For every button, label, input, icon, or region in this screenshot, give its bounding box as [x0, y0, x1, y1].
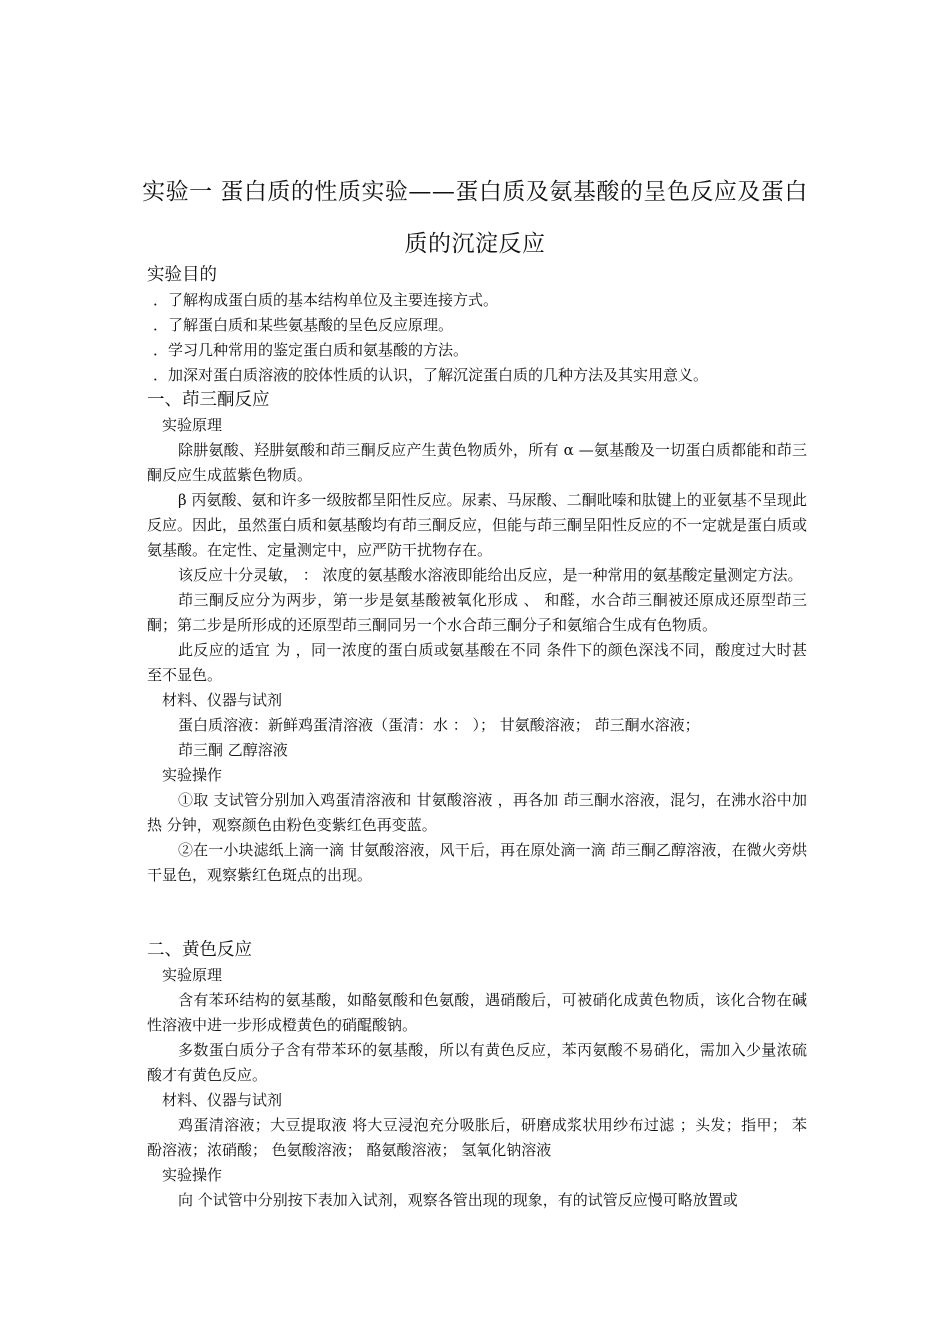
section2-principle-paragraph: 多数蛋白质分子含有带苯环的氨基酸，所以有黄色反应，苯丙氨酸不易硝化，需加入少量浓硫酸才有黄色反应。	[147, 1041, 807, 1084]
section2-principle-heading: 实验原理	[162, 966, 223, 984]
section-xanthoprotein	[147, 938, 807, 1213]
section1-principle-paragraph: 该反应十分灵敏， ： 浓度的氨基酸水溶液即能给出反应，是一种常用的氨基酸定量测定方法。	[178, 566, 803, 584]
purpose-item: ．学习几种常用的鉴定蛋白质和氨基酸的方法。	[153, 341, 469, 359]
purpose-section	[147, 263, 807, 388]
purpose-item: ．了解构成蛋白质的基本结构单位及主要连接方式。	[153, 291, 499, 309]
section2-materials-heading: 材料、仪器与试剂	[162, 1091, 283, 1109]
section1-principle-heading: 实验原理	[162, 416, 223, 434]
section1-procedure-heading: 实验操作	[162, 766, 223, 784]
purpose-item: ．了解蛋白质和某些氨基酸的呈色反应原理。	[153, 316, 454, 334]
section1-principle-paragraph: β 丙氨酸、氨和许多一级胺都呈阳性反应。尿素、马尿酸、二酮吡嗪和肽键上的亚氨基不呈现此反应。因此，虽然蛋白质和氨基酸均有茚三酮反应，但能与茚三酮呈阳性反应的不一定就是蛋白质或氨基酸。在定性、定量测定中，应严防干扰物存在。	[147, 491, 808, 559]
section1-heading: 一、茚三酮反应	[147, 390, 270, 410]
section1-materials-line: 蛋白质溶液：新鲜鸡蛋清溶液（蛋清：水 ： ）； 甘氨酸溶液； 茚三酮水溶液；	[178, 716, 700, 734]
section-ninhydrin	[147, 388, 807, 888]
section2-principle-paragraph: 含有苯环结构的氨基酸，如酪氨酸和色氨酸，遇硝酸后，可被硝化成黄色物质，该化合物在碱性溶液中进一步形成橙黄色的硝醌酸钠。	[147, 991, 807, 1034]
section1-procedure-step: ①取 支试管分别加入鸡蛋清溶液和 甘氨酸溶液 ，再各加 茚三酮水溶液，混匀，在沸水浴中加热 分钟，观察颜色由粉色变紫红色再变蓝。	[147, 791, 807, 834]
section1-principle-paragraph: 茚三酮反应分为两步，第一步是氨基酸被氧化形成 、 和醛，水合茚三酮被还原成还原型茚三酮；第二步是所形成的还原型茚三酮同另一个水合茚三酮分子和氨缩合生成有色物质。	[147, 591, 807, 634]
section1-materials-line: 茚三酮 乙醇溶液	[178, 741, 288, 759]
purpose-item: ．加深对蛋白质溶液的胶体性质的认识，了解沉淀蛋白质的几种方法及其实用意义。	[153, 366, 709, 384]
title-line-1: 实验一 蛋白质的性质实验——蛋白质及氨基酸的呈色反应及蛋白	[142, 179, 808, 205]
section2-procedure-step: 向 个试管中分别按下表加入试剂，观察各管出现的现象，有的试管反应慢可略放置或	[178, 1191, 738, 1209]
section2-procedure-heading: 实验操作	[162, 1166, 223, 1184]
section1-principle-paragraph: 除肼氨酸、羟肼氨酸和茚三酮反应产生黄色物质外，所有 α —氨基酸及一切蛋白质都能和茚三酮反应生成蓝紫色物质。	[147, 441, 807, 484]
section2-materials-line: 鸡蛋清溶液；大豆提取液 将大豆浸泡充分吸胀后，研磨成浆状用纱布过滤 ；头发；指甲； 苯酚溶液；浓硝酸； 色氨酸溶液； 酪氨酸溶液； 氢氧化钠溶液	[147, 1116, 807, 1159]
section1-procedure-step: ②在一小块滤纸上滴一滴 甘氨酸溶液，风干后，再在原处滴一滴 茚三酮乙醇溶液，在微火旁烘干显色，观察紫红色斑点的出现。	[147, 841, 807, 884]
title-line-2: 质的沉淀反应	[404, 231, 546, 257]
section1-principle-paragraph: 此反应的适宜 为 ，同一浓度的蛋白质或氨基酸在不同 条件下的颜色深浅不同，酸度过大时甚至不显色。	[147, 641, 807, 684]
section2-heading: 二、黄色反应	[147, 940, 252, 960]
purpose-heading: 实验目的	[147, 265, 217, 285]
section1-materials-heading: 材料、仪器与试剂	[162, 691, 283, 709]
